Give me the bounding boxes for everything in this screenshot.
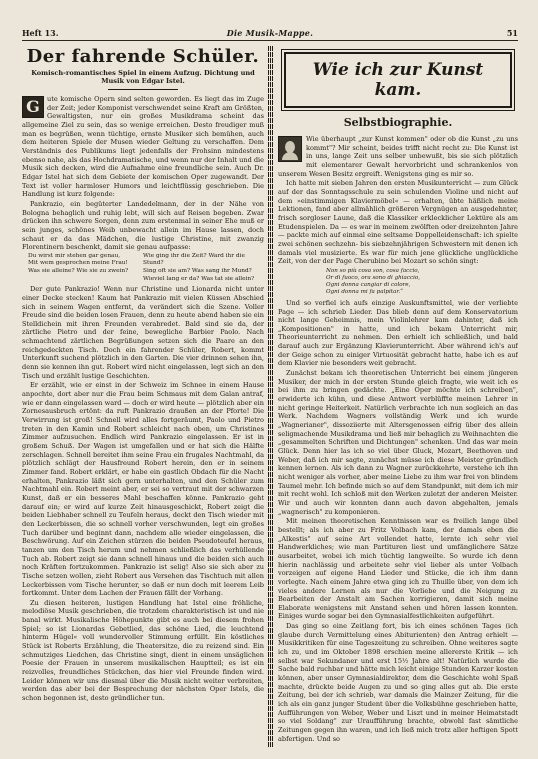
divider-ornament-segment bbox=[268, 370, 274, 375]
divider-ornament-segment bbox=[268, 358, 274, 363]
divider-ornament-segment bbox=[268, 448, 274, 453]
divider-ornament-segment bbox=[268, 202, 274, 207]
lead-paragraph bbox=[22, 95, 264, 199]
magazine-title: Die Musik-Mappe. bbox=[226, 28, 314, 38]
divider-ornament-segment bbox=[268, 334, 274, 339]
divider-ornament-segment bbox=[268, 130, 274, 135]
verse-line: Sing oft sie am? Was sang ihr Mund? bbox=[143, 268, 252, 274]
divider-ornament-segment bbox=[268, 88, 274, 93]
paragraph: Das ging so eine Zeitlang fort, bis ich eines schönen Tages (ich glaube durch Vermittelung eines Abiturienten) den Antrag erhielt — Musikkritiken für eine Tageszeitung zu schreiben. Ohne weiteres sagte ich zu, und im Oktober 1898 erschien meine allererste Kritik — ich selbst war Sekundaner und erst 15½ Jahre alt! Natürlich wurde die Sache bald ruchbar und hätte mich leicht einige Stunden Karzer kosten können, aber unser Gymnasialdirektor, dem die Geschichte wohl Spaß machte, drückte beide Augen zu und so ging alles gut ab. Die erste Zeitung, bei der ich schrieb, war damals die Mainzer Zeitung, für die ich als ein ganz junger Student über die Volksbühne geschrieben hatte, Aufführungen von Weber, Weber und Liszt und in meiner Heimatstadt so viel Soldang" zur Uraufführung brachte, obwohl fast sämtliche Zeitungen gegen ihn waren, und ich ließ mich trotz aller heftigen Spott abfertigen. Und so bbox=[278, 622, 518, 743]
drop-cap: G bbox=[22, 96, 44, 118]
divider-ornament-segment bbox=[268, 328, 274, 333]
divider-ornament-segment bbox=[268, 166, 274, 171]
divider-ornament-segment bbox=[268, 484, 274, 489]
divider-ornament-segment bbox=[268, 280, 274, 285]
title-rule bbox=[108, 89, 178, 90]
divider-ornament-segment bbox=[268, 70, 274, 75]
divider-ornament-segment bbox=[268, 592, 274, 597]
paragraph: Er erzählt, wie er einst in der Schweiz im Schnee in einem Hause anpochte, dort aber nur die Frau beim Schmaus mit dem Galan antraf, wie er dann eingelassen ward — doch er wird heute — plötzlich aber ein Zornesausbruch ertönt: da ruft Pankrazio draußen an der Pforte! Die Verwirrung ist groß! Schnell wird alles fortgeräumt, Paolo und Pietro treten in den Kamin und Robert schleicht nach oben, um Christines Zimmer aufzusuchen. Endlich wird Pankrazio eingelassen. Er ist in großem Schuß. Der Wagen ist umgefallen und er hat sich die Hälfte zerschlagen. Schnell bereitet ihm seine Frau ein frugales Nachtmahl, da plötzlich schlägt der Hausfreund Robert herein, den er in seinem Zimmer fand. Robert erklärt, er habe ein gastlich Obdach für die Nacht erhalten, Pankrazio läßt sich gern unterhalten, und den Schüler zum Nachtmahl ein. Robert meint aber, er sei so vertraut mit der schwarzen Kunst, daß er ein besseres Mahl beschaffen könne. Pankrazio geht darauf ein; er wird auf kurze Zeit hinausgeschickt, Robert zeigt die beiden Liebhaber schnell zu Teufeln heraus, deckt den Tisch wieder mit den Leckerbissen, die so schnell vorher verschwunden, legt ein großes Tuch darüber und beginnt dann, nachdem alle wieder eingelassen, die Beschwörung. Auf ein Zeichen stürzen die beiden Pseudoteufel heraus, tanzen um den Tisch herum und nehmen schließlich das verhüllende Tuch ab. Robert zeigt sie dann schnell hinaus und die beiden sich auch noch Kräften fortzukommen. Pankrazio ist selig! Also sie sich aber zu Tische setzen wollen, zieht Robert aus Versehen das Tischtuch mit allen Leckerbissen vom Tische herunter, so daß er nun doch mit leerem Leib fortkommt. Unter dem Lachen der Frauen fällt der Vorhang. bbox=[22, 381, 264, 598]
divider-ornament-segment bbox=[268, 250, 274, 255]
divider-ornament-segment bbox=[268, 544, 274, 549]
paragraph: Zu diesen heiteren, lustigen Handlung hat Istel eine fröhliche, melodiöse Musik geschrieben, die trotzdem charakteristisch ist und nie banal wirkt. Musikalische Höhepunkte gibt es auch bei diesem frohen Spiel; so ist Lionardas Gebetlied, das schöne Lied, die leuchtend hinterm Hügel« voll wundervoller Stimmung erfüllt. Ein köstliches Stück ist Roberts Erzählung, die Theatersitze, die zu reizend sind. Ein schmutziges Liedchen, das Christine singt, dient in einem unsäglichen Poesie der Frauen in unserem musikalischen Hauptteil; es ist ein reizvolles, freundliches Stückchen, das hier viel Freunde finden wird. Leider können wir uns diesmal über die Musik nicht weiter verbreiten, werden das aber bei der Besprechung der nächsten Oper Istels, die schon begonnen ist, desto gründlicher tun. bbox=[22, 598, 264, 703]
divider-ornament-segment bbox=[268, 634, 274, 639]
page-number: 51 bbox=[506, 28, 518, 38]
divider-ornament-segment bbox=[268, 574, 274, 579]
divider-ornament-segment bbox=[268, 394, 274, 399]
divider-ornament-segment bbox=[268, 58, 274, 63]
divider-ornament-segment bbox=[268, 82, 274, 87]
divider-ornament-segment bbox=[268, 286, 274, 291]
divider-ornament-segment bbox=[268, 676, 274, 681]
divider-ornament-segment bbox=[268, 454, 274, 459]
divider-ornament-segment bbox=[268, 364, 274, 369]
divider-ornament-segment bbox=[268, 292, 274, 297]
divider-ornament-segment bbox=[268, 502, 274, 507]
divider-ornament-segment bbox=[268, 430, 274, 435]
divider-ornament-segment bbox=[268, 742, 274, 747]
divider-ornament-segment bbox=[268, 142, 274, 147]
divider-ornament-segment bbox=[268, 100, 274, 105]
divider-ornament-segment bbox=[268, 412, 274, 417]
divider-ornament-segment bbox=[268, 478, 274, 483]
divider-ornament-segment bbox=[268, 52, 274, 57]
divider-ornament-segment bbox=[268, 622, 274, 627]
divider-ornament-segment bbox=[268, 196, 274, 201]
divider-ornament-segment bbox=[268, 466, 274, 471]
divider-ornament-segment bbox=[268, 670, 274, 675]
divider-ornament-segment bbox=[268, 568, 274, 573]
paragraph: Wie überhaupt „zur Kunst kommen" oder ob die Kunst „zu uns kommt"? Mir scheint, beides trifft nicht recht zu: Die Kunst ist in uns, lange Zeit uns selber unbewußt, bis sie sich plötzlich mit elementarer Gewalt hervorbricht und schrankenlos von unserem Wesen Besitz ergreift. Wenigstens ging es mir so. bbox=[278, 135, 518, 178]
divider-ornament-segment bbox=[268, 256, 274, 261]
verse-line: Non so più cosa son, cosa faccio, bbox=[326, 267, 420, 274]
paragraph: Und so verfiel ich aufs einzige Auskunftsmittel, wie der verliebte Page — ich schrieb Lieder. Das blieb denn auf dem Konservatorium nicht lange Geheimnis, mein Violinlehrer kam dahinter, daß ich „Kompositionen" in hatte, und ich bekam Unterricht mir, Theorieunterricht zu nehmen. Den erhielt ich schließlich, und bald darauf auch zur Ergänzung Klavierunterricht. Aber während ich's auf der Geige schon zu einiger Virtuosität gebracht hatte, habe ich es auf dem Klavier nie besonders weit gebracht. bbox=[278, 298, 518, 368]
verse-line: Mit wem gesprochen meine Frau! bbox=[28, 260, 128, 267]
divider-ornament-segment bbox=[268, 736, 274, 741]
divider-ornament-segment bbox=[268, 124, 274, 129]
divider-ornament-segment bbox=[268, 472, 274, 477]
divider-ornament-segment bbox=[268, 418, 274, 423]
divider-ornament-segment bbox=[268, 376, 274, 381]
divider-ornament-segment bbox=[268, 406, 274, 411]
divider-ornament-segment bbox=[268, 586, 274, 591]
divider-ornament-segment bbox=[268, 184, 274, 189]
divider-ornament-segment bbox=[268, 538, 274, 543]
divider-ornament-segment bbox=[268, 712, 274, 717]
divider-ornament-segment bbox=[268, 160, 274, 165]
paragraph: Mit meinen theoretischen Kenntnissen war es freilich lange übel bestellt; als ich aber zu Fritz Volbach kam, der damals eben die „Alkestis" auf seine Art vollendet hatte, lernte ich sehr viel Handwerkliches; wie man Partituren liest und umfänglichere Sätze ausarbeitet, wobei ich mich tüchtig langweilte. So wurde ich denn hierin nachlässig und arbeitete sehr viel lieber als unter Volbach vorzeigen auf eigene Hand Lieder und Stücke, die ich ihm dann vorlegte. Nach einem Jahre etwa ging ich zu Thuille über, von dem ich vieles andere Lernen als nur die Vorliebe und die Neigung zu Bearbeiten der Anstalt am Sachen korrigieren, damit sich meine Elaborate wenigstens mit Anstand sehen und hören lassen konnten. Einiges wurde sogar bei den Gymnasialfestlichkeiten aufgeführt. bbox=[278, 517, 518, 621]
divider-ornament-segment bbox=[268, 352, 274, 357]
divider-ornament-segment bbox=[268, 694, 274, 699]
divider-ornament-segment bbox=[268, 46, 274, 51]
divider-ornament-segment bbox=[268, 400, 274, 405]
divider-ornament-segment bbox=[268, 424, 274, 429]
left-column bbox=[22, 46, 264, 751]
divider-ornament-segment bbox=[268, 520, 274, 525]
divider-ornament-segment bbox=[268, 508, 274, 513]
divider-ornament-segment bbox=[268, 640, 274, 645]
divider-ornament-segment bbox=[268, 556, 274, 561]
issue-number: Heft 13. bbox=[22, 28, 59, 38]
divider-ornament-segment bbox=[268, 244, 274, 249]
verse-line: Ogni donna mi fa palpitar.“ bbox=[326, 288, 404, 295]
verse-line: Ogni donna cangiar di colore, bbox=[326, 281, 411, 288]
divider-ornament-segment bbox=[268, 664, 274, 669]
paragraph: Zunächst bekam ich theoretischen Unterricht bei einem jüngeren Musiker, der mich in der ersten Stunde gleich fragte, wie weit ich es bei ihm zu bringen gedächte. „Eine Oper möchte ich schreiben", erwiderte ich kühn, und diese Antwort verblüffte meinen Lehrer in nicht geringe Heiterkeit. Natürlich verbrachte ich nun sogleich an das Werk. Nachdem Wagners vollständig Werk und ich wurde „Wagnerianer", dissoziierte mit Altersgenossen eifrig über des allein seligmachende Musikdrama und ließ mir behaglich zu Weihnachten die „gesammelten Schriften und Dichtungen" schenken. Und das war mein Glück. Denn hier las ich so viel über Gluck, Mozart, Beethoven und Weber, daß ich mir sagte, zunächst müsse ich diese Meister gründlich kennen lernen. Als ich dann zu Wagner zurückkehrte, verstehe ich ihn nicht weniger als vorher, aber meine Liebe zu ihm war frei von blindem Taumel mehr. Ich befinde mich so auf dem Standpunkt, mit dem ich mir mit recht wohl. Ich schloß mit den Werken zuletzt der anderen Meister. Wir und auch wir konnten dann auch davon abgehalten, jemals „wagnerisch" zu komponieren. bbox=[278, 369, 518, 516]
divider-ornament-segment bbox=[268, 616, 274, 621]
divider-ornament-segment bbox=[268, 220, 274, 225]
lead-paragraph bbox=[278, 135, 518, 178]
divider-ornament-segment bbox=[268, 112, 274, 117]
divider-ornament-segment bbox=[268, 496, 274, 501]
divider-ornament-segment bbox=[268, 706, 274, 711]
divider-ornament-segment bbox=[268, 580, 274, 585]
divider-ornament-segment bbox=[268, 322, 274, 327]
divider-ornament-segment bbox=[268, 562, 274, 567]
verse-line: Wie ging ihr die Zeit? Ward ihr die Stund? bbox=[143, 252, 245, 267]
subtitle-line: Musik von Edgar Istel. bbox=[101, 77, 185, 85]
portrait-image bbox=[278, 136, 302, 162]
song-verse bbox=[28, 253, 258, 283]
divider-ornament-segment bbox=[268, 700, 274, 705]
column-divider-ornament bbox=[268, 46, 274, 751]
divider-ornament-segment bbox=[268, 64, 274, 69]
divider-ornament-segment bbox=[268, 310, 274, 315]
divider-ornament-segment bbox=[268, 682, 274, 687]
divider-ornament-segment bbox=[268, 646, 274, 651]
article-subtitle bbox=[22, 69, 264, 85]
divider-ornament-segment bbox=[268, 598, 274, 603]
divider-ornament-segment bbox=[268, 316, 274, 321]
divider-ornament-segment bbox=[268, 628, 274, 633]
divider-ornament-segment bbox=[268, 208, 274, 213]
divider-ornament-segment bbox=[268, 94, 274, 99]
divider-ornament-segment bbox=[268, 688, 274, 693]
divider-ornament-segment bbox=[268, 118, 274, 123]
divider-ornament-segment bbox=[268, 226, 274, 231]
paragraph: Pankrazio, ein begüterter Landedelmann, der in der Nähe von Bologna behaglich und ruhig lebt, will sich auf Reisen begeben. Zwar drücken ihn schwere Sorgen, denn zum erstenmal in seiner Ehe muß er sein junges, schönes Weib unbewacht allein im Hause lassen, doch schaut er da das Mädchen, die lustige Christine, mit zwanzig Florentinern beschenkt, damit sie genau aufpasse: bbox=[22, 199, 264, 252]
divider-ornament-segment bbox=[268, 442, 274, 447]
divider-ornament-segment bbox=[268, 214, 274, 219]
divider-ornament-segment bbox=[268, 76, 274, 81]
divider-ornament-segment bbox=[268, 346, 274, 351]
verse-line: Wieviel lang er da? Was tat sie allein? bbox=[143, 275, 255, 282]
header-rule bbox=[22, 40, 518, 41]
boxed-article-title: Wie ich zur Kunst kam. bbox=[284, 52, 512, 108]
divider-ornament-segment bbox=[268, 268, 274, 273]
divider-ornament-segment bbox=[268, 274, 274, 279]
divider-ornament-segment bbox=[268, 436, 274, 441]
divider-ornament-segment bbox=[268, 724, 274, 729]
divider-ornament-segment bbox=[268, 490, 274, 495]
divider-ornament-segment bbox=[268, 658, 274, 663]
divider-ornament-segment bbox=[268, 178, 274, 183]
paragraph: ute komische Opern sind selten geworden. Es liegt das im Zuge der Zeit; jeder Komponist verschwendet seine Kraft am Größten, Gewaltigsten, nur ein großes Musikdrama scheint das allgemeine Ziel zu sein, das so wenige erreichen. Desto freudiger muß man es begrüßen, wenn tüchtige, ernste Musiker sich bemühen, auch dem heiteren Spiele der Musen wieder Geltung zu verschaffen. Dem Verständnis des Publikums liegt jedenfalls der Frohsinn mindestens ebenso nahe, als das Hochdramatische, und wenn nur der Inhalt und die Musik sich decken, wird die Aufnahme eine freundliche sein. Auch Dr. Edgar Istel hat sich dem Gebiete der komischen Oper zugewandt. Der Text ist voller harmloser Humors und leichtflüssig geschrieben. Die Handlung ist kurz folgende: bbox=[22, 95, 264, 199]
divider-ornament-segment bbox=[268, 532, 274, 537]
divider-ornament-segment bbox=[268, 730, 274, 735]
divider-ornament-segment bbox=[268, 148, 274, 153]
divider-ornament-segment bbox=[268, 388, 274, 393]
quoted-verse bbox=[326, 268, 518, 296]
divider-ornament-segment bbox=[268, 514, 274, 519]
article-title: Der fahrende Schüler. bbox=[26, 46, 260, 67]
divider-ornament-segment bbox=[268, 154, 274, 159]
section-title: Selbstbiographie. bbox=[343, 116, 453, 129]
divider-ornament-segment bbox=[268, 262, 274, 267]
divider-ornament-segment bbox=[268, 652, 274, 657]
divider-ornament-segment bbox=[268, 718, 274, 723]
subtitle-line: Komisch-romantisches Spiel in einem Aufzug. Dichtung und bbox=[31, 69, 255, 77]
divider-ornament-segment bbox=[268, 172, 274, 177]
right-column bbox=[278, 46, 518, 751]
divider-ornament-segment bbox=[268, 190, 274, 195]
divider-ornament-segment bbox=[268, 382, 274, 387]
divider-ornament-segment bbox=[268, 304, 274, 309]
divider-ornament-segment bbox=[268, 340, 274, 345]
paragraph: Der gute Pankrazio! Wenn nur Christine und Lionarda nicht unter einer Decke stecken! Kaum hat Pankrazio mit vielen Küssen Abschied sich in seinem Wagen entfernt, da verändert sich die Szene. Voller Freude sind die beiden losen Frauen, denn zu heute abend haben sie ein Stelldichein mit ihren Freunden verabredet. Bald sind sie da, der zärtliche Pietro und der feine, bewegliche Barbier Paolo. Nach schmachtend zärtlichen Begrüßungen setzen sich die Paare an den reichgedeckten Tisch. Doch ein fahrender Schüler, Robert, kommt Unterkunft suchend plötzlich in den Garten. Die vier drinnen sehen ihn, denn sie kennen ihn gut. Robert wird nicht eingelassen, legt sich an den Tisch und erzählt lustige Geschichten. bbox=[22, 285, 264, 380]
divider-ornament-segment bbox=[268, 298, 274, 303]
divider-ornament-segment bbox=[268, 232, 274, 237]
verse-line: Du wirst mir stehen gar genau, bbox=[28, 252, 121, 259]
divider-ornament-segment bbox=[268, 106, 274, 111]
divider-ornament-segment bbox=[268, 610, 274, 615]
paragraph: Ich hatte mit sieben Jahren den ersten Musikunterricht — zum Glück auf der das Sonntagsschule zu sein schulenden Violine und nicht auf dem »einstimmigen Klaviermöbel« — erhalten, übte häßlich meine Lektionen, fand aber allmählich größeren Vergnügen an ausgedehnter, frisch sorgloser Laune, daß die Klassiker erklecklicher Lektüre als am Etudenspielen. Da — es war in meinem zwölften oder dreizehnten Jahre — packte mich auf einmal eine seltsame Doppelleidenschaft: ich spielte zwei schönen sechzehn- bis siebzehnjährigen Schwestern mit denen ich damals viel musizierte. Es war für mich jene glückliche unglückliche Zeit, von der der Page Cherubino bei Mozart so schön singt: bbox=[278, 179, 518, 266]
verse-line: Was sie alleine? Wie sie zu zwein? bbox=[28, 268, 129, 274]
divider-ornament-segment bbox=[268, 238, 274, 243]
verse-line: Or di fuoco, ora sono di ghiaccio, bbox=[326, 274, 421, 281]
divider-ornament-segment bbox=[268, 136, 274, 141]
divider-ornament-segment bbox=[268, 604, 274, 609]
divider-ornament-segment bbox=[268, 460, 274, 465]
divider-ornament-segment bbox=[268, 526, 274, 531]
divider-ornament-segment bbox=[268, 550, 274, 555]
